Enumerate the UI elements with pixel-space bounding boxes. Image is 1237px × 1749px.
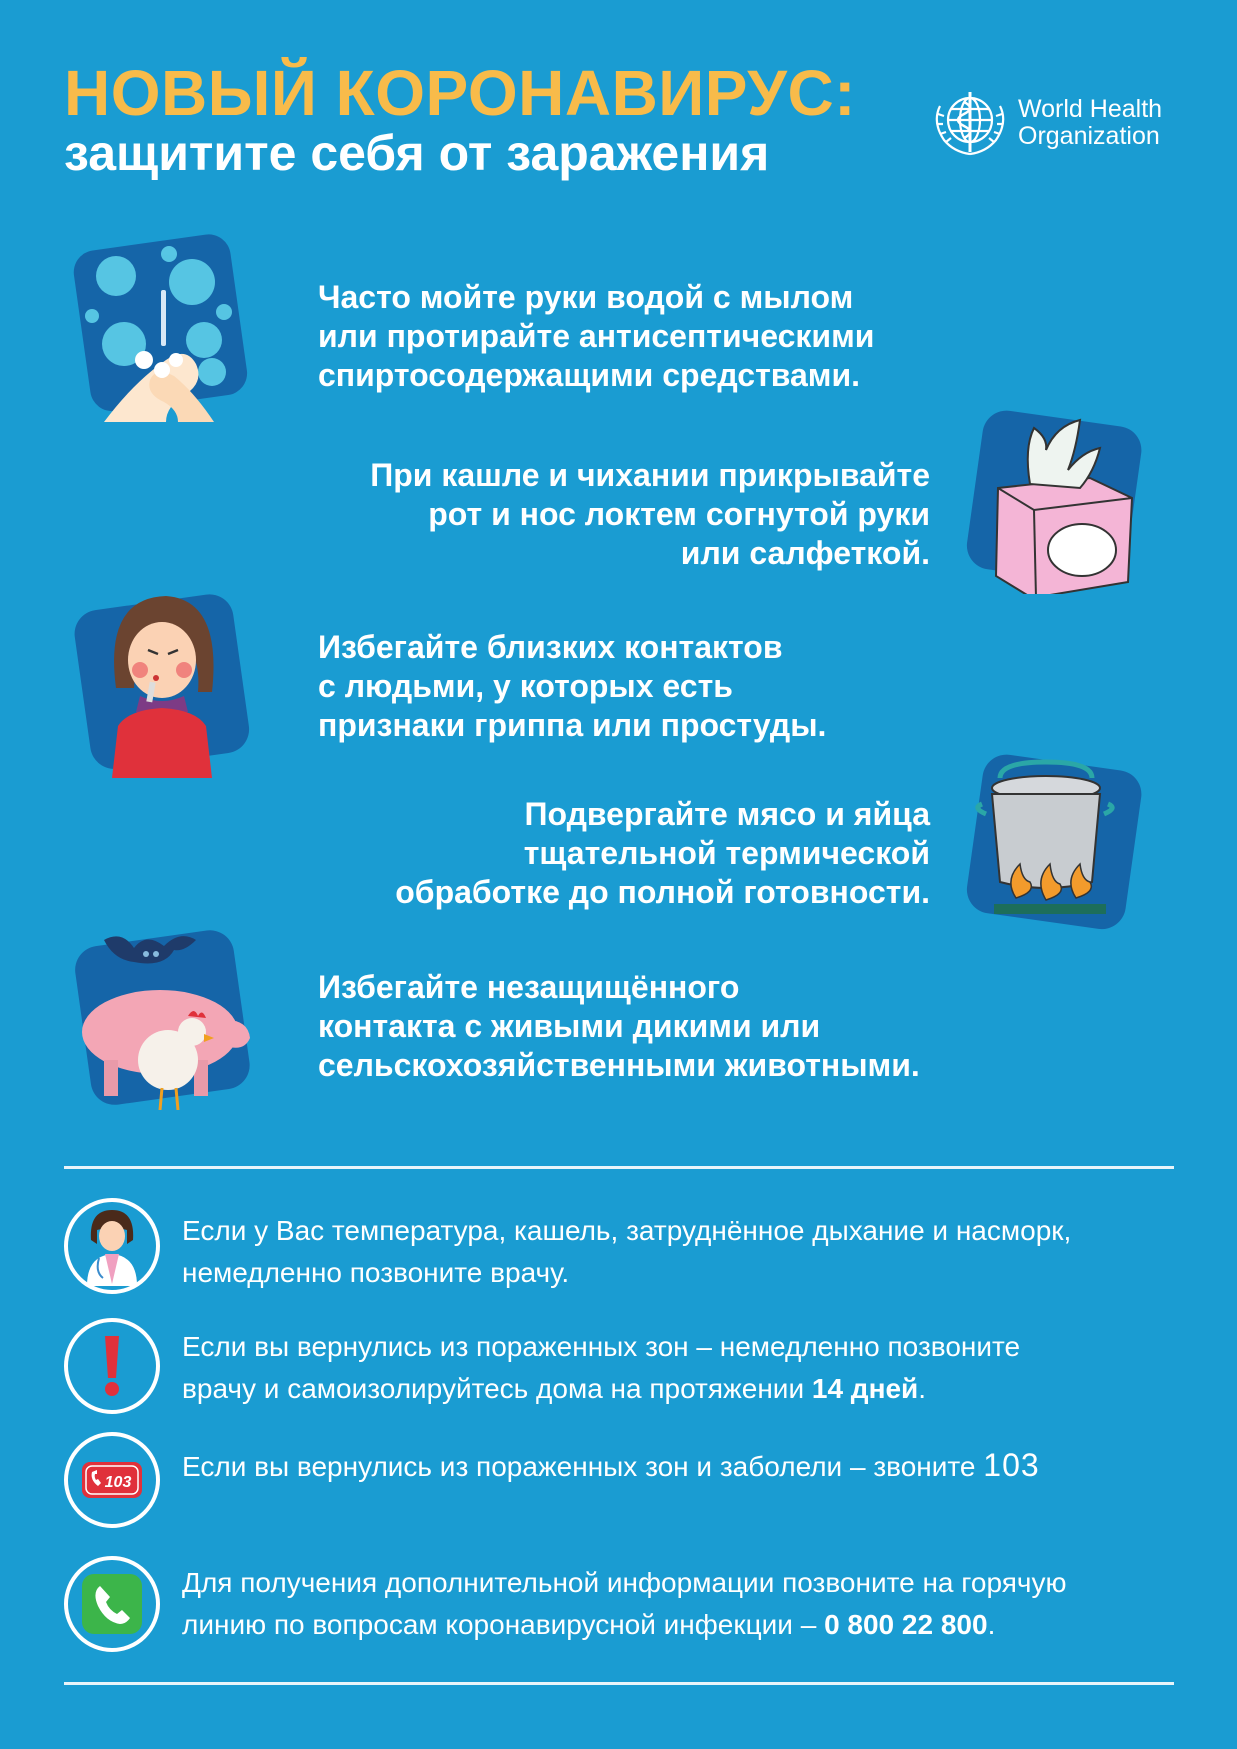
hand-washing-icon: [64, 232, 254, 422]
info-text-part: врачу и самоизолируйтесь дома на протяжении: [182, 1373, 812, 1404]
info-text-part: линию по вопросам коронавирусной инфекции –: [182, 1609, 825, 1640]
ambulance-number: 103: [983, 1447, 1040, 1483]
page-title: НОВЫЙ КОРОНАВИРУС:: [64, 57, 856, 129]
info-text-part: .: [987, 1609, 996, 1640]
info-symptoms: [182, 1210, 1071, 1294]
info-days-highlight: 14 дней: [811, 1373, 919, 1404]
tip-line: Избегайте незащищённого: [318, 969, 740, 1005]
info-line: Если у Вас температура, кашель, затруднённое дыхание и насморк,: [182, 1215, 1072, 1246]
emergency-phone-icon: [64, 1432, 160, 1528]
tip-line: с людьми, у которых есть: [318, 668, 733, 704]
who-emblem-icon: [928, 86, 1012, 160]
who-logo-line2: Organization: [1018, 122, 1160, 150]
info-text-part: .: [918, 1373, 927, 1404]
info-hotline: [182, 1562, 1066, 1646]
tip-line: рот и нос локтем согнутой руки: [428, 496, 930, 532]
info-returned: [182, 1326, 1020, 1410]
tissue-box-icon: [960, 404, 1150, 594]
info-line: [182, 1444, 1040, 1488]
tip-line: обработке до полной готовности.: [395, 874, 930, 910]
tip-cook-food: [290, 795, 930, 912]
tip-line: Подвергайте мясо и яйца: [524, 796, 930, 832]
who-logo-line1: World Health: [1018, 95, 1163, 123]
divider-top: [64, 1166, 1174, 1169]
tip-line: спиртосодержащими средствами.: [318, 357, 861, 393]
info-line: Если вы вернулись из пораженных зон – немедленно позвоните: [182, 1331, 1021, 1362]
tip-cover-cough: [290, 456, 930, 573]
tip-avoid-contacts: [318, 628, 826, 745]
divider-bottom: [64, 1682, 1174, 1685]
doctor-icon: [64, 1198, 160, 1294]
who-logo: [928, 86, 1178, 160]
tip-line: признаки гриппа или простуды.: [318, 707, 827, 743]
tip-line: Часто мойте руки водой с мылом: [318, 279, 854, 315]
info-line: [182, 1368, 1020, 1410]
animals-icon: [64, 920, 254, 1110]
exclamation-icon: [64, 1318, 160, 1414]
info-line: [182, 1604, 1066, 1646]
info-text-part: Если вы вернулись из пораженных зон и заболели – звоните: [182, 1451, 984, 1482]
info-ambulance: [182, 1444, 1040, 1488]
page-subtitle: защитите себя от заражения: [64, 125, 770, 181]
who-logo-text: [1018, 96, 1162, 150]
emergency-number-label: 103: [104, 1474, 132, 1491]
tip-line: тщательной термической: [523, 835, 930, 871]
tip-hand-washing: [318, 278, 874, 395]
tip-line: Избегайте близких контактов: [318, 629, 783, 665]
sick-person-icon: [64, 588, 254, 778]
phone-icon: [64, 1556, 160, 1652]
hotline-number: 0 800 22 800: [824, 1609, 988, 1640]
tip-avoid-animals: [318, 968, 920, 1085]
tip-line: сельскохозяйственными животными.: [318, 1047, 920, 1083]
tip-line: или протирайте антисептическими: [318, 318, 875, 354]
info-line: немедленно позвоните врачу.: [182, 1257, 570, 1288]
tip-line: контакта с живыми дикими или: [318, 1008, 821, 1044]
tip-line: или салфеткой.: [680, 535, 930, 571]
tip-line: При кашле и чихании прикрывайте: [370, 457, 930, 493]
info-line: Для получения дополнительной информации позвоните на горячую: [182, 1567, 1067, 1598]
cooking-pot-icon: [960, 748, 1150, 938]
